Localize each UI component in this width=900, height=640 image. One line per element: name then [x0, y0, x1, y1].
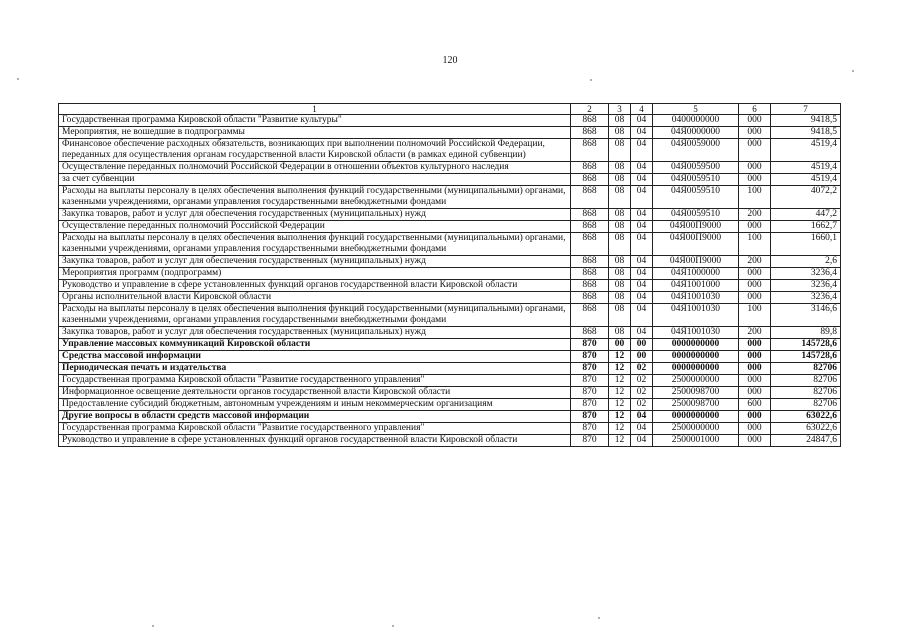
cell-subsection-code: 02 — [631, 387, 653, 399]
table-body — [59, 115, 841, 447]
cell-sum: 82706 — [771, 399, 841, 411]
cell-target-article: 0400000000 — [653, 115, 739, 127]
cell-target-article: 04Я1000000 — [653, 268, 739, 280]
header-cell-department: 2 — [571, 104, 609, 115]
cell-target-article: 04Я1001030 — [653, 292, 739, 304]
cell-expense-type: 000 — [739, 174, 771, 186]
scan-speck — [598, 617, 600, 619]
cell-section-code: 08 — [609, 162, 631, 174]
cell-section-code: 12 — [609, 351, 631, 363]
cell-expense-type: 000 — [739, 162, 771, 174]
cell-target-article: 2500000000 — [653, 423, 739, 435]
cell-sum: 2,6 — [771, 256, 841, 268]
cell-department-code: 868 — [571, 304, 609, 327]
cell-expense-type: 000 — [739, 363, 771, 375]
table-row — [59, 411, 841, 423]
cell-name: Финансовое обеспечение расходных обязательств, возникающих при выполнении полномочий Российской Федерации, переданных для осуществления органам государственной власти Кировской области (в рамках единой субвенции) — [59, 139, 571, 162]
cell-sum: 447,2 — [771, 209, 841, 221]
cell-department-code: 868 — [571, 327, 609, 339]
cell-target-article: 2500000000 — [653, 375, 739, 387]
table-row — [59, 351, 841, 363]
table-row — [59, 139, 841, 162]
table-row — [59, 280, 841, 292]
cell-sum: 24847,6 — [771, 435, 841, 447]
cell-sum: 1662,7 — [771, 221, 841, 233]
cell-section-code: 08 — [609, 327, 631, 339]
table-row — [59, 304, 841, 327]
header-cell-expense-type: 6 — [739, 104, 771, 115]
table-row — [59, 174, 841, 186]
cell-section-code: 12 — [609, 375, 631, 387]
cell-name: Средства массовой информации — [59, 351, 571, 363]
cell-target-article: 04Я0059510 — [653, 209, 739, 221]
cell-name: Расходы на выплаты персоналу в целях обеспечения выполнения функций государственными (муниципальными) органами, казенными учреждениями, органами управления государственными внебюджетными фондами — [59, 186, 571, 209]
cell-department-code: 870 — [571, 411, 609, 423]
cell-name: Закупка товаров, работ и услуг для обеспечения государственных (муниципальных) нужд — [59, 256, 571, 268]
cell-section-code: 08 — [609, 292, 631, 304]
cell-section-code: 08 — [609, 280, 631, 292]
table-row — [59, 435, 841, 447]
cell-department-code: 868 — [571, 162, 609, 174]
cell-expense-type: 000 — [739, 268, 771, 280]
cell-name: Управление массовых коммуникаций Кировской области — [59, 339, 571, 351]
cell-target-article: 2500001000 — [653, 435, 739, 447]
table-row — [59, 387, 841, 399]
cell-subsection-code: 04 — [631, 304, 653, 327]
cell-section-code: 12 — [609, 423, 631, 435]
cell-name: Закупка товаров, работ и услуг для обеспечения государственных (муниципальных) нужд — [59, 209, 571, 221]
table-row — [59, 375, 841, 387]
cell-target-article: 2500098700 — [653, 387, 739, 399]
cell-expense-type: 000 — [739, 292, 771, 304]
cell-section-code: 08 — [609, 209, 631, 221]
cell-sum: 63022,6 — [771, 411, 841, 423]
cell-subsection-code: 00 — [631, 339, 653, 351]
cell-subsection-code: 04 — [631, 233, 653, 256]
cell-expense-type: 600 — [739, 399, 771, 411]
cell-department-code: 868 — [571, 139, 609, 162]
cell-name: Закупка товаров, работ и услуг для обеспечения государственных (муниципальных) нужд — [59, 327, 571, 339]
cell-name: Предоставление субсидий бюджетным, автономным учреждениям и иным некоммерческим организациям — [59, 399, 571, 411]
scan-speck — [392, 625, 394, 627]
cell-subsection-code: 04 — [631, 209, 653, 221]
cell-target-article: 04Я0059510 — [653, 174, 739, 186]
cell-expense-type: 200 — [739, 256, 771, 268]
cell-expense-type: 000 — [739, 339, 771, 351]
cell-subsection-code: 00 — [631, 351, 653, 363]
cell-expense-type: 200 — [739, 327, 771, 339]
cell-department-code: 868 — [571, 292, 609, 304]
table-row — [59, 162, 841, 174]
table-row — [59, 339, 841, 351]
cell-department-code: 868 — [571, 115, 609, 127]
cell-sum: 82706 — [771, 387, 841, 399]
page-number: 120 — [442, 55, 458, 66]
scan-speck — [852, 70, 854, 72]
cell-section-code: 08 — [609, 256, 631, 268]
cell-sum: 63022,6 — [771, 423, 841, 435]
cell-target-article: 0000000000 — [653, 351, 739, 363]
cell-expense-type: 000 — [739, 221, 771, 233]
cell-name: Мероприятия программ (подпрограмм) — [59, 268, 571, 280]
table-row — [59, 292, 841, 304]
cell-department-code: 870 — [571, 339, 609, 351]
cell-name: Другие вопросы в области средств массовой информации — [59, 411, 571, 423]
cell-subsection-code: 02 — [631, 399, 653, 411]
table-row — [59, 327, 841, 339]
table-row — [59, 363, 841, 375]
cell-expense-type: 000 — [739, 115, 771, 127]
header-cell-subsection: 4 — [631, 104, 653, 115]
scan-speck — [152, 625, 154, 627]
cell-section-code: 12 — [609, 363, 631, 375]
table-row — [59, 209, 841, 221]
cell-sum: 3146,6 — [771, 304, 841, 327]
cell-expense-type: 000 — [739, 280, 771, 292]
cell-section-code: 12 — [609, 387, 631, 399]
cell-sum: 3236,4 — [771, 280, 841, 292]
cell-expense-type: 100 — [739, 186, 771, 209]
header-cell-target-article: 5 — [653, 104, 739, 115]
cell-department-code: 868 — [571, 209, 609, 221]
cell-sum: 9418,5 — [771, 115, 841, 127]
cell-sum: 82706 — [771, 375, 841, 387]
cell-department-code: 870 — [571, 387, 609, 399]
cell-name: Государственная программа Кировской области "Развитие государственного управления" — [59, 375, 571, 387]
cell-target-article: 0000000000 — [653, 411, 739, 423]
cell-name: Осуществление переданных полномочий Российской Федерации — [59, 221, 571, 233]
cell-section-code: 12 — [609, 399, 631, 411]
cell-subsection-code: 02 — [631, 363, 653, 375]
cell-name: Руководство и управление в сфере установленных функций органов государственной власти Кировской области — [59, 435, 571, 447]
cell-target-article: 04Я1001000 — [653, 280, 739, 292]
cell-name: Расходы на выплаты персоналу в целях обеспечения выполнения функций государственными (муниципальными) органами, казенными учреждениями, органами управления государственными внебюджетными фондами — [59, 233, 571, 256]
cell-expense-type: 000 — [739, 351, 771, 363]
cell-department-code: 868 — [571, 280, 609, 292]
cell-name: Расходы на выплаты персоналу в целях обеспечения выполнения функций государственными (муниципальными) органами, казенными учреждениями, органами управления государственными внебюджетными фондами — [59, 304, 571, 327]
cell-subsection-code: 04 — [631, 221, 653, 233]
table-row — [59, 423, 841, 435]
cell-department-code: 870 — [571, 435, 609, 447]
cell-section-code: 00 — [609, 339, 631, 351]
cell-target-article: 04Я0059510 — [653, 186, 739, 209]
table-row — [59, 268, 841, 280]
cell-expense-type: 200 — [739, 209, 771, 221]
cell-subsection-code: 04 — [631, 292, 653, 304]
cell-target-article: 04Я0000000 — [653, 127, 739, 139]
table-row — [59, 127, 841, 139]
cell-department-code: 870 — [571, 351, 609, 363]
scan-speck — [590, 79, 592, 81]
cell-target-article: 04Я0059500 — [653, 162, 739, 174]
cell-target-article: 04Я0059000 — [653, 139, 739, 162]
cell-department-code: 868 — [571, 221, 609, 233]
cell-expense-type: 000 — [739, 387, 771, 399]
cell-subsection-code: 04 — [631, 411, 653, 423]
cell-subsection-code: 02 — [631, 375, 653, 387]
cell-expense-type: 000 — [739, 139, 771, 162]
cell-department-code: 868 — [571, 127, 609, 139]
cell-subsection-code: 04 — [631, 435, 653, 447]
cell-name: Государственная программа Кировской области "Развитие государственного управления" — [59, 423, 571, 435]
cell-section-code: 08 — [609, 127, 631, 139]
cell-target-article: 04Я00П9000 — [653, 221, 739, 233]
cell-name: Органы исполнительной власти Кировской области — [59, 292, 571, 304]
cell-sum: 9418,5 — [771, 127, 841, 139]
cell-target-article: 0000000000 — [653, 339, 739, 351]
cell-department-code: 868 — [571, 186, 609, 209]
header-cell-sum: 7 — [771, 104, 841, 115]
cell-target-article: 04Я00П9000 — [653, 256, 739, 268]
cell-name: Мероприятия, не вошедшие в подпрограммы — [59, 127, 571, 139]
cell-sum: 89,8 — [771, 327, 841, 339]
cell-target-article: 04Я00П9000 — [653, 233, 739, 256]
table-row — [59, 233, 841, 256]
cell-department-code: 868 — [571, 256, 609, 268]
cell-sum: 4519,4 — [771, 174, 841, 186]
cell-name: Периодическая печать и издательства — [59, 363, 571, 375]
cell-name: Государственная программа Кировской области "Развитие культуры" — [59, 115, 571, 127]
cell-subsection-code: 04 — [631, 268, 653, 280]
cell-target-article: 2500098700 — [653, 399, 739, 411]
header-cell-section: 3 — [609, 104, 631, 115]
cell-sum: 4519,4 — [771, 139, 841, 162]
header-cell-name: 1 — [59, 104, 571, 115]
table-row — [59, 115, 841, 127]
cell-expense-type: 000 — [739, 411, 771, 423]
cell-sum: 1660,1 — [771, 233, 841, 256]
cell-subsection-code: 04 — [631, 186, 653, 209]
cell-sum: 3236,4 — [771, 292, 841, 304]
cell-section-code: 08 — [609, 268, 631, 280]
header-row — [59, 104, 841, 115]
cell-subsection-code: 04 — [631, 139, 653, 162]
cell-target-article: 0000000000 — [653, 363, 739, 375]
cell-sum: 82706 — [771, 363, 841, 375]
cell-expense-type: 000 — [739, 127, 771, 139]
table-row — [59, 221, 841, 233]
cell-expense-type: 000 — [739, 375, 771, 387]
cell-name: за счет субвенции — [59, 174, 571, 186]
cell-subsection-code: 04 — [631, 174, 653, 186]
cell-name: Осуществление переданных полномочий Российской Федерации в отношении объектов культурного наследия — [59, 162, 571, 174]
cell-sum: 145728,6 — [771, 339, 841, 351]
cell-section-code: 08 — [609, 174, 631, 186]
cell-subsection-code: 04 — [631, 423, 653, 435]
cell-section-code: 08 — [609, 115, 631, 127]
cell-department-code: 870 — [571, 363, 609, 375]
cell-subsection-code: 04 — [631, 127, 653, 139]
cell-department-code: 870 — [571, 423, 609, 435]
cell-department-code: 868 — [571, 233, 609, 256]
cell-sum: 4519,4 — [771, 162, 841, 174]
table-row — [59, 399, 841, 411]
cell-target-article: 04Я1001030 — [653, 304, 739, 327]
cell-section-code: 08 — [609, 139, 631, 162]
cell-expense-type: 100 — [739, 304, 771, 327]
cell-section-code: 08 — [609, 221, 631, 233]
cell-department-code: 870 — [571, 399, 609, 411]
cell-sum: 4072,2 — [771, 186, 841, 209]
cell-section-code: 12 — [609, 411, 631, 423]
scan-speck — [17, 78, 19, 80]
budget-table — [58, 103, 841, 447]
cell-subsection-code: 04 — [631, 327, 653, 339]
cell-department-code: 870 — [571, 375, 609, 387]
cell-section-code: 08 — [609, 304, 631, 327]
cell-section-code: 08 — [609, 233, 631, 256]
cell-expense-type: 100 — [739, 233, 771, 256]
cell-name: Информационное освещение деятельности органов государственной власти Кировской области — [59, 387, 571, 399]
cell-expense-type: 000 — [739, 435, 771, 447]
cell-subsection-code: 04 — [631, 280, 653, 292]
cell-section-code: 12 — [609, 435, 631, 447]
cell-target-article: 04Я1001030 — [653, 327, 739, 339]
cell-department-code: 868 — [571, 268, 609, 280]
cell-section-code: 08 — [609, 186, 631, 209]
cell-subsection-code: 04 — [631, 256, 653, 268]
cell-name: Руководство и управление в сфере установленных функций органов государственной власти Кировской области — [59, 280, 571, 292]
cell-sum: 3236,4 — [771, 268, 841, 280]
cell-sum: 145728,6 — [771, 351, 841, 363]
cell-department-code: 868 — [571, 174, 609, 186]
cell-expense-type: 000 — [739, 423, 771, 435]
cell-subsection-code: 04 — [631, 162, 653, 174]
table-row — [59, 186, 841, 209]
table-row — [59, 256, 841, 268]
cell-subsection-code: 04 — [631, 115, 653, 127]
